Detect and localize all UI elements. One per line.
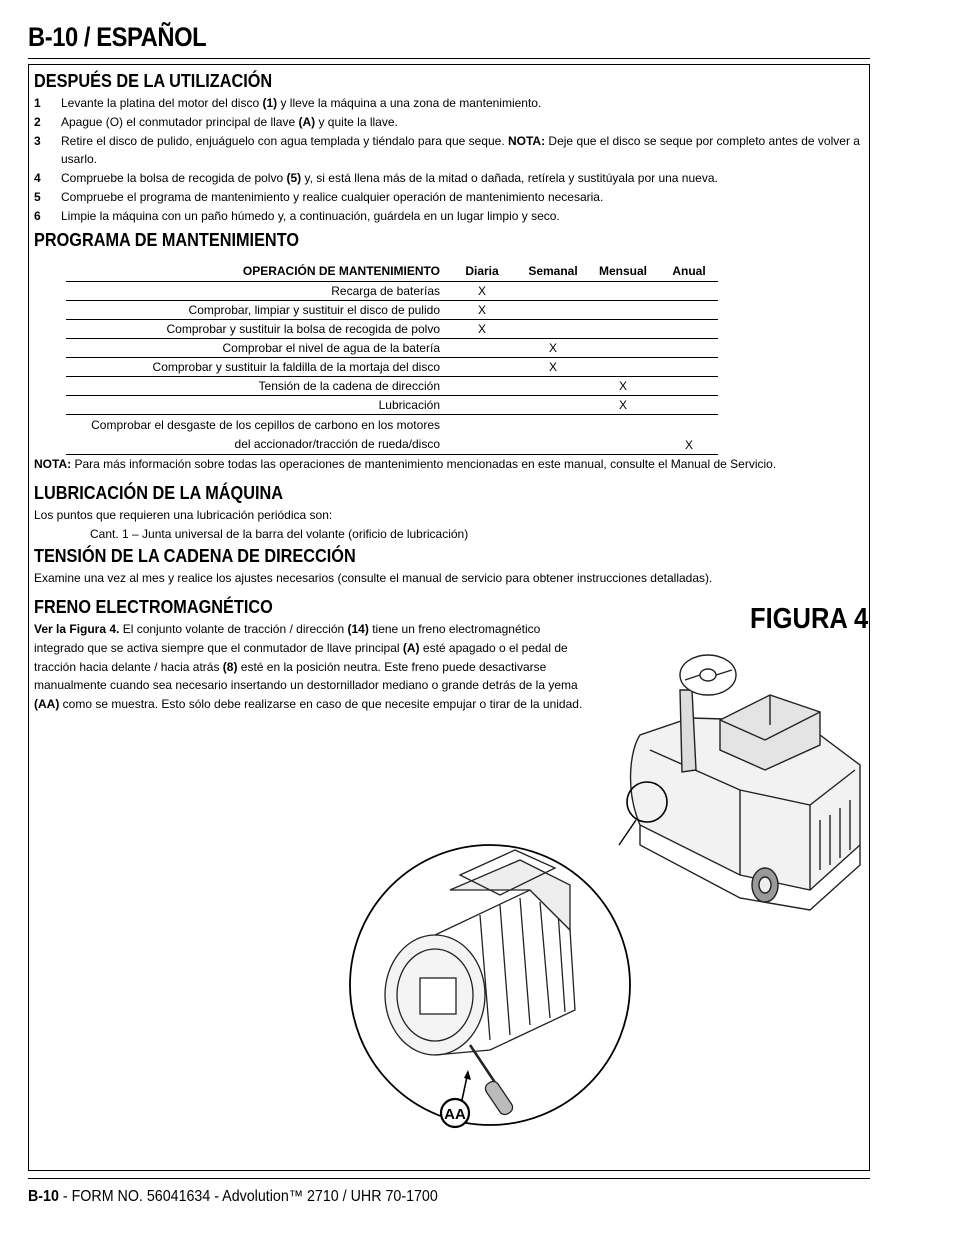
step-text: Apague (O) el conmutador principal de llave (A) y quite la llave. bbox=[61, 114, 398, 129]
after-use-steps bbox=[34, 94, 860, 226]
step-text: Levante la platina del motor del disco (1) y lleve la máquina a una zona de mantenimiento. bbox=[61, 96, 542, 110]
step-text: Compruebe la bolsa de recogida de polvo (5) y, si está llena más de la mitad o dañada, retírela y sustitúyala por una nueva. bbox=[61, 171, 718, 186]
table-header-row bbox=[66, 261, 718, 282]
scrubber-machine-drawing bbox=[631, 655, 860, 910]
figure-4-illustration bbox=[340, 640, 865, 1165]
schedule-note: NOTA: Para más información sobre todas las operaciones de mantenimiento mencionadas en este manual, consulte el Manual de Servicio. bbox=[34, 457, 777, 471]
table-row: Recarga de baterías X bbox=[66, 282, 718, 301]
lubrication-item: Cant. 1 – Junta universal de la barra del volante (orificio de lubricación) bbox=[90, 526, 469, 541]
col-header-operation: OPERACIÓN DE MANTENIMIENTO bbox=[66, 261, 444, 282]
figure-title: FIGURA 4 bbox=[750, 603, 869, 635]
step-number: 6 bbox=[34, 208, 41, 223]
brake-text: Ver la Figura 4. El conjunto volante de tracción / dirección (14) tiene un freno electromagnético integrado que se activa siempre que el conmutador de llave principal (A) esté apagado o el pedal de tracción hacia delante / hacia atrás (8) esté en la posición neutra. Este freno puede desactivarse manualmente cuando sea necesario insertando un destornillador mediano o grande detrás de la yema (AA) como se muestra. Esto sólo debe realizarse en caso de que necesite empujar o tirar de la unidad. bbox=[34, 622, 583, 712]
col-header-monthly: Mensual bbox=[586, 261, 660, 282]
step-number: 5 bbox=[34, 189, 41, 204]
brake-heading: FRENO ELECTROMAGNÉTICO bbox=[34, 596, 273, 617]
col-header-weekly: Semanal bbox=[520, 261, 586, 282]
detail-leader-line bbox=[619, 820, 636, 845]
step-number: 4 bbox=[34, 171, 41, 186]
col-header-yearly: Anual bbox=[660, 261, 718, 282]
step-number: 2 bbox=[34, 114, 41, 129]
table-row: Comprobar, limpiar y sustituir el disco de pulido X bbox=[66, 301, 718, 320]
schedule-heading: PROGRAMA DE MANTENIMIENTO bbox=[34, 229, 300, 250]
operation-cell: Comprobar el desgaste de los cepillos de carbono en los motores del accionador/tracción de rueda/disco bbox=[66, 415, 444, 455]
after-use-heading: DESPUÉS DE LA UTILIZACIÓN bbox=[34, 70, 273, 91]
lubrication-heading: LUBRICACIÓN DE LA MÁQUINA bbox=[34, 482, 284, 503]
table-row: Comprobar el nivel de agua de la batería X bbox=[66, 339, 718, 358]
step-item bbox=[34, 169, 860, 188]
footer-rule bbox=[28, 1178, 870, 1179]
chain-text: Examine una vez al mes y realice los ajustes necesarios (consulte el manual de servicio para obtener instrucciones detalladas). bbox=[34, 571, 713, 585]
step-item bbox=[34, 132, 860, 170]
chain-heading: TENSIÓN DE LA CADENA DE DIRECCIÓN bbox=[34, 545, 356, 566]
table-row: Comprobar y sustituir la faldilla de la mortaja del disco X bbox=[66, 358, 718, 377]
table-row: Tensión de la cadena de dirección X bbox=[66, 377, 718, 396]
lubrication-text bbox=[34, 506, 468, 543]
step-number: 1 bbox=[34, 96, 41, 110]
table-row: Lubricación X bbox=[66, 396, 718, 415]
table-row: Comprobar el desgaste de los cepillos de carbono en los motores del accionador/tracción de rueda/disco X bbox=[66, 415, 718, 455]
step-number: 3 bbox=[34, 133, 41, 148]
step-item bbox=[34, 94, 860, 113]
table-row: Comprobar y sustituir la bolsa de recogida de polvo X bbox=[66, 320, 718, 339]
step-item bbox=[34, 188, 860, 207]
step-text: Compruebe el programa de mantenimiento y realice cualquier operación de mantenimiento necesaria. bbox=[61, 189, 604, 204]
step-text: Limpie la máquina con un paño húmedo y, a continuación, guárdela en un lugar limpio y seco. bbox=[61, 208, 560, 223]
callout-aa-label: AA bbox=[444, 1106, 466, 1123]
lubrication-intro: Los puntos que requieren una lubricación periódica son: bbox=[34, 508, 333, 522]
maintenance-table bbox=[66, 261, 718, 455]
title-rule bbox=[28, 58, 870, 59]
step-item bbox=[34, 113, 860, 132]
col-header-daily: Diaria bbox=[444, 261, 520, 282]
page-footer: B-10 - FORM NO. 56041634 - Advolution™ 2710 / UHR 70-1700 bbox=[28, 1188, 438, 1205]
page-title: B-10 / ESPAÑOL bbox=[28, 22, 207, 52]
step-item bbox=[34, 207, 860, 226]
step-text: Retire el disco de pulido, enjuáguelo con agua templada y tiéndalo para que seque. NOTA: Deje que el disco se seque por completo antes de volver a usarlo. bbox=[61, 133, 860, 167]
